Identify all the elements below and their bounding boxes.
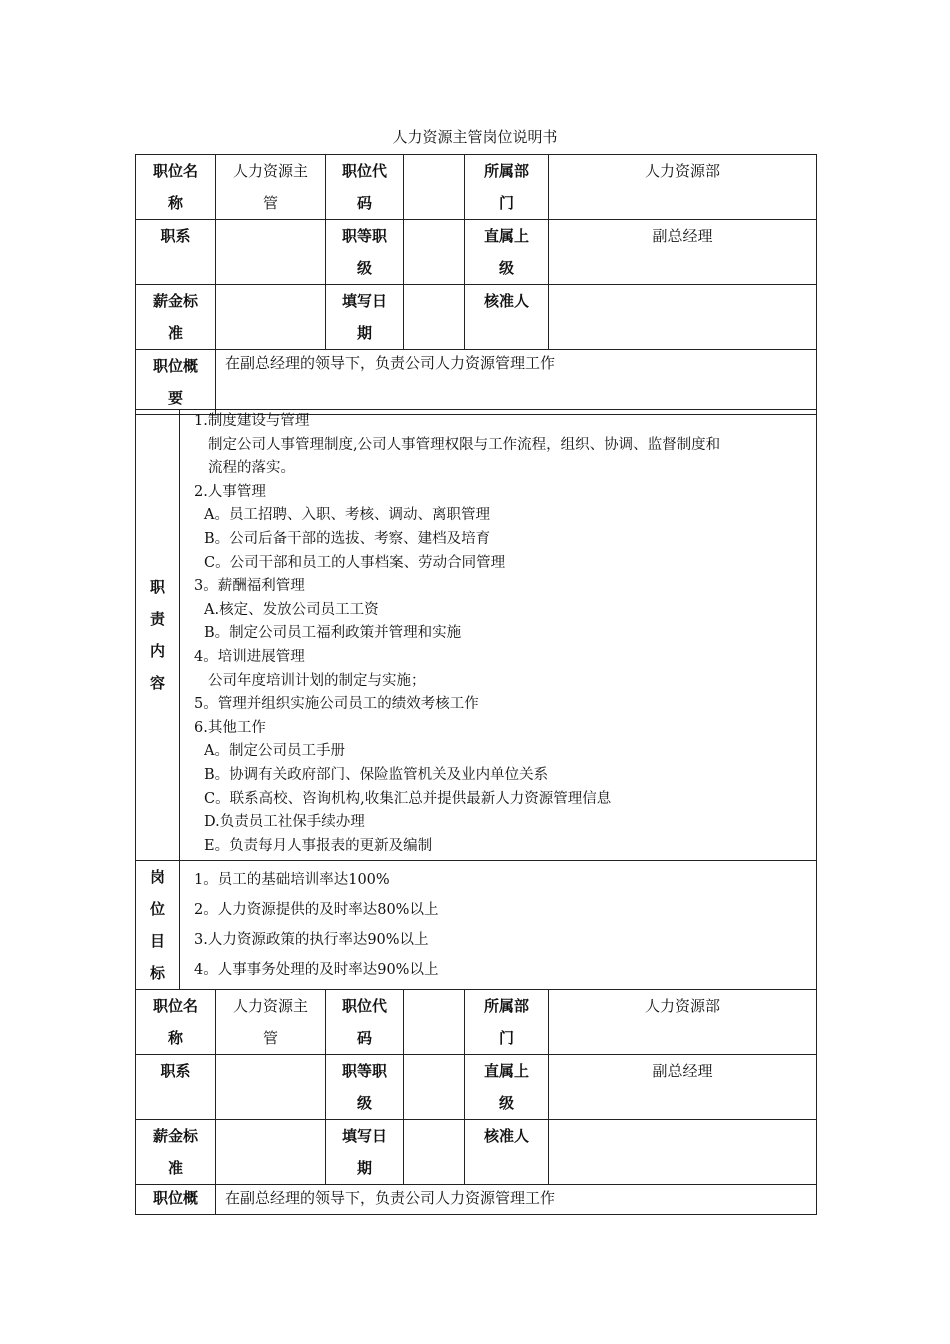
duty-line: B。协调有关政府部门、保险监管机关及业内单位关系 (204, 766, 549, 783)
document-title: 人力资源主管岗位说明书 (392, 128, 558, 146)
salary-value (216, 285, 326, 350)
date-label: 填写日 期 (326, 1120, 404, 1185)
position-code-label: 职位代 码 (326, 990, 404, 1055)
salary-label: 薪金标 准 (136, 285, 216, 350)
superior-label: 直属上 级 (465, 220, 549, 285)
salary-label: 薪金标 准 (136, 1120, 216, 1185)
duty-line: 3。薪酬福利管理 (194, 578, 305, 595)
approver-value (549, 1120, 817, 1185)
duty-line: C。公司干部和员工的人事档案、劳动合同管理 (204, 554, 506, 571)
date-value (404, 1120, 465, 1185)
summary-value: 在副总经理的领导下，负责公司人力资源管理工作 (216, 350, 817, 415)
goals-label: 岗 位 目 标 (136, 861, 180, 990)
superior-value: 副总经理 (549, 220, 817, 285)
job-series-value (216, 1055, 326, 1120)
position-name-label: 职位名 称 (136, 990, 216, 1055)
duty-line: 4。培训进展管理 (194, 648, 305, 665)
duty-line: B。制定公司员工福利政策并管理和实施 (204, 625, 462, 642)
position-name-value: 人力资源主 管 (216, 990, 326, 1055)
grade-value (404, 220, 465, 285)
duty-line: 制定公司人事管理制度,公司人事管理权限与工作流程，组织、协调、监督制度和 (208, 436, 721, 453)
job-description-table-repeat (135, 989, 817, 1215)
superior-label: 直属上 级 (465, 1055, 549, 1120)
duty-line: E。负责每月人事报表的更新及编制 (204, 837, 433, 854)
summary-label: 职位概 要 (136, 350, 216, 415)
duties-label: 职 责 内 容 (136, 410, 180, 861)
summary-label: 职位概 (136, 1185, 216, 1215)
duties-table (135, 409, 817, 990)
duty-line: 6.其他工作 (194, 719, 266, 736)
goal-line: 4。人事事务处理的及时率达90%以上 (194, 962, 439, 978)
duty-line: A。员工招聘、入职、考核、调动、离职管理 (204, 507, 490, 524)
duty-line: C。联系高校、咨询机构,收集汇总并提供最新人力资源管理信息 (204, 790, 612, 807)
job-description-table (135, 154, 817, 415)
grade-value (404, 1055, 465, 1120)
position-code-value (404, 155, 465, 220)
approver-value (549, 285, 817, 350)
position-code-label: 职位代 码 (326, 155, 404, 220)
job-series-value (216, 220, 326, 285)
department-value: 人力资源部 (549, 155, 817, 220)
department-value: 人力资源部 (549, 990, 817, 1055)
duty-line: 流程的落实。 (208, 460, 295, 477)
duty-line: 公司年度培训计划的制定与实施； (208, 672, 426, 689)
goal-line: 1。员工的基础培训率达100% (194, 872, 390, 888)
job-series-label: 职系 (136, 220, 216, 285)
goal-line: 3.人力资源政策的执行率达90%以上 (194, 932, 429, 948)
grade-label: 职等职 级 (326, 220, 404, 285)
approver-label: 核准人 (465, 285, 549, 350)
position-code-value (404, 990, 465, 1055)
duty-line: D.负责员工社保手续办理 (204, 814, 365, 831)
salary-value (216, 1120, 326, 1185)
position-name-value: 人力资源主 管 (216, 155, 326, 220)
department-label: 所属部 门 (465, 155, 549, 220)
position-name-label: 职位名 称 (136, 155, 216, 220)
approver-label: 核准人 (465, 1120, 549, 1185)
date-label: 填写日 期 (326, 285, 404, 350)
duty-line: 1.制度建设与管理 (194, 413, 310, 429)
goal-line: 2。人力资源提供的及时率达80%以上 (194, 902, 439, 918)
goals-content (180, 861, 817, 990)
duty-line: 2.人事管理 (194, 483, 266, 500)
summary-value: 在副总经理的领导下，负责公司人力资源管理工作 (216, 1185, 817, 1215)
duties-content (180, 410, 817, 861)
department-label: 所属部 门 (465, 990, 549, 1055)
duty-line: 5。管理并组织实施公司员工的绩效考核工作 (194, 696, 479, 713)
date-value (404, 285, 465, 350)
job-series-label: 职系 (136, 1055, 216, 1120)
superior-value: 副总经理 (549, 1055, 817, 1120)
duty-line: A。制定公司员工手册 (204, 743, 345, 760)
duty-line: B。公司后备干部的选拔、考察、建档及培育 (204, 530, 491, 547)
duty-line: A.核定、发放公司员工工资 (204, 601, 379, 618)
grade-label: 职等职 级 (326, 1055, 404, 1120)
